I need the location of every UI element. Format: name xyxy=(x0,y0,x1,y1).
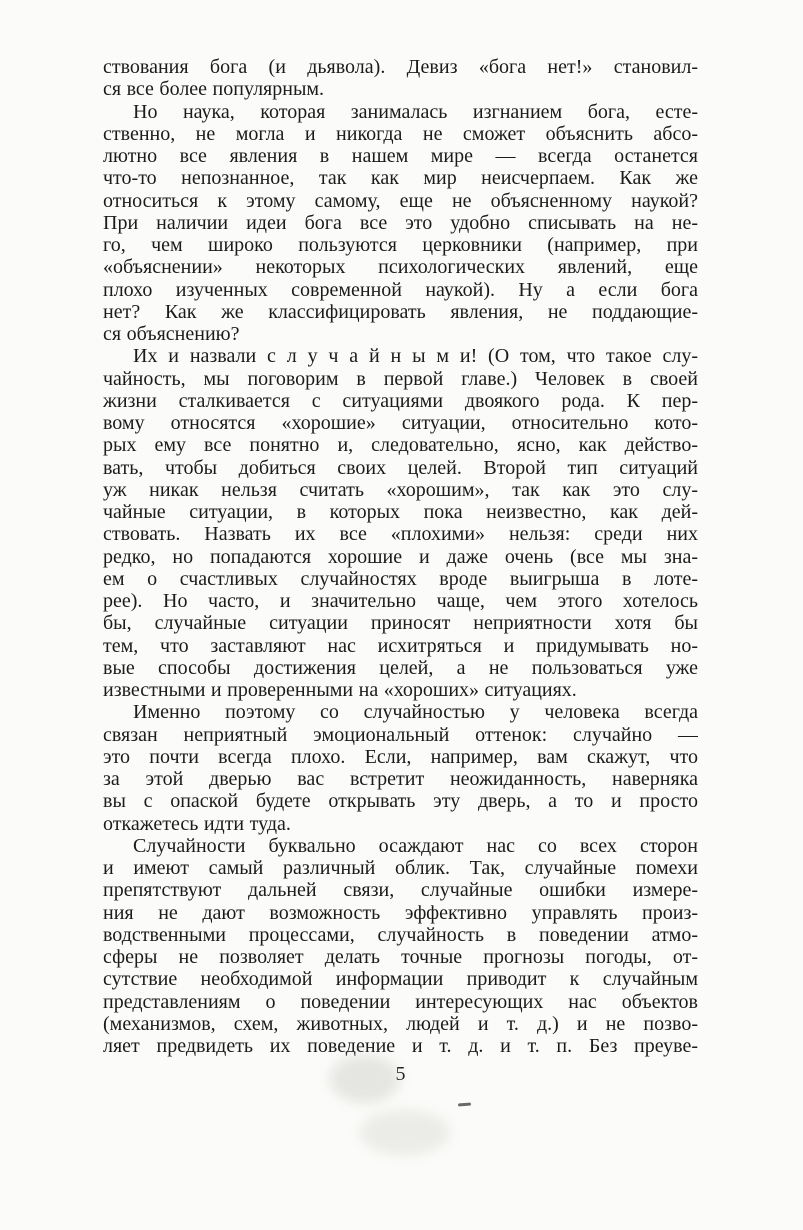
text-line: Но наука, которая занималась изгнанием бога, есте- xyxy=(133,100,698,123)
text-line: относиться к этому самому, еще не объясненному наукой? xyxy=(103,189,698,212)
text-line: (механизмов, схем, животных, людей и т. д.) и не позво- xyxy=(103,1012,698,1035)
text-line: это почти всегда плохо. Если, например, вам скажут, что xyxy=(103,745,698,768)
text-line: тем, что заставляют нас исхитряться и придумывать но- xyxy=(103,634,698,657)
text-line: рее). Но часто, и значительно чаще, чем этого хотелось xyxy=(103,590,698,612)
text-line: чайность, мы поговорим в первой главе.) Человек в своей xyxy=(103,367,698,390)
paragraph xyxy=(103,835,698,1058)
text-line: ся объяснению? xyxy=(103,323,240,345)
text-line: нет? Как же классифицировать явления, не поддающие- xyxy=(103,300,698,323)
text-line: чайные ситуации, в которых пока неизвестно, как дей- xyxy=(103,501,698,523)
scan-smudge xyxy=(360,1110,450,1155)
text-line: бы, случайные ситуации приносят неприятности хотя бы xyxy=(103,612,698,635)
text-line: рых ему все понятно и, следовательно, ясно, как действо- xyxy=(103,434,698,457)
text-line: известными и проверенными на «хороших» ситуациях. xyxy=(103,679,577,701)
text-line: жизни сталкивается с ситуациями двоякого рода. К пер- xyxy=(103,389,698,412)
text-line: водственными процессами, случайность в поведении атмо- xyxy=(103,923,698,946)
paragraph xyxy=(103,101,698,346)
text-line: ствовать. Назвать их все «плохими» нельзя: среди них xyxy=(103,523,698,546)
text-line: вы с опаской будете открывать эту дверь, а то и просто xyxy=(103,790,698,813)
text-line: ственно, не могла и никогда не сможет объяснить абсо- xyxy=(103,122,698,145)
text-line: ния не дают возможность эффективно управлять произ- xyxy=(103,901,698,924)
text-line: лютно все явления в нашем мире — всегда останется xyxy=(103,145,698,167)
text-line: ся все более популярным. xyxy=(103,78,325,101)
text-line: вать, чтобы добиться своих целей. Второй тип ситуаций xyxy=(103,456,698,479)
scan-mark xyxy=(458,1103,471,1107)
text-line: откажетесь идти туда. xyxy=(103,812,291,835)
text-line: ем о счастливых случайностях вроде выигрыша в лоте- xyxy=(103,567,698,590)
text-line: вому относятся «хорошие» ситуации, относительно кото- xyxy=(103,412,698,434)
text-line: сутствие необходимой информации приводит к случайным xyxy=(103,968,698,991)
text-line: плохо изученных современной наукой). Ну а если бога xyxy=(103,278,698,301)
text-line: При наличии идеи бога все это удобно списывать на не- xyxy=(103,211,698,234)
text-line: препятствуют дальней связи, случайные ошибки измере- xyxy=(103,879,698,902)
text-line: связан неприятный эмоциональный оттенок: случайно — xyxy=(103,723,698,746)
text-line: Их и назвали с л у ч а й н ы м и! (О том, что такое слу- xyxy=(133,345,698,368)
paragraph xyxy=(103,701,698,835)
text-line: го, чем широко пользуются церковники (например, при xyxy=(103,234,698,256)
text-line: сферы не позволяет делать точные прогнозы погоды, от- xyxy=(103,946,698,968)
text-line: что-то непознанное, так как мир неисчерпаем. Как же xyxy=(103,167,698,190)
text-line: и имеют самый различный облик. Так, случайные помехи xyxy=(103,857,698,879)
text-line: представлениям о поведении интересующих нас объектов xyxy=(103,990,698,1013)
text-line: уж никак нельзя считать «хорошим», так как это слу- xyxy=(103,478,698,501)
text-line: Именно поэтому со случайностью у человека всегда xyxy=(133,701,698,724)
text-line: «объяснении» некоторых психологических явлений, еще xyxy=(103,256,698,279)
text-line: вые способы достижения целей, а не пользоваться уже xyxy=(103,656,698,679)
paragraph xyxy=(103,345,698,701)
text-line: ствования бога (и дьявола). Девиз «бога нет!» становил- xyxy=(103,56,698,78)
text-line: ляет предвидеть их поведение и т. д. и т. п. Без преуве- xyxy=(103,1035,698,1057)
text-block xyxy=(103,56,698,1057)
text-line: Случайности буквально осаждают нас со всех сторон xyxy=(133,834,698,857)
text-line: за этой дверью вас встретит неожиданность, наверняка xyxy=(103,768,698,790)
page-number: 5 xyxy=(395,1063,406,1085)
paragraph xyxy=(103,56,698,101)
text-line: редко, но попадаются хорошие и даже очень (все мы зна- xyxy=(103,545,698,568)
